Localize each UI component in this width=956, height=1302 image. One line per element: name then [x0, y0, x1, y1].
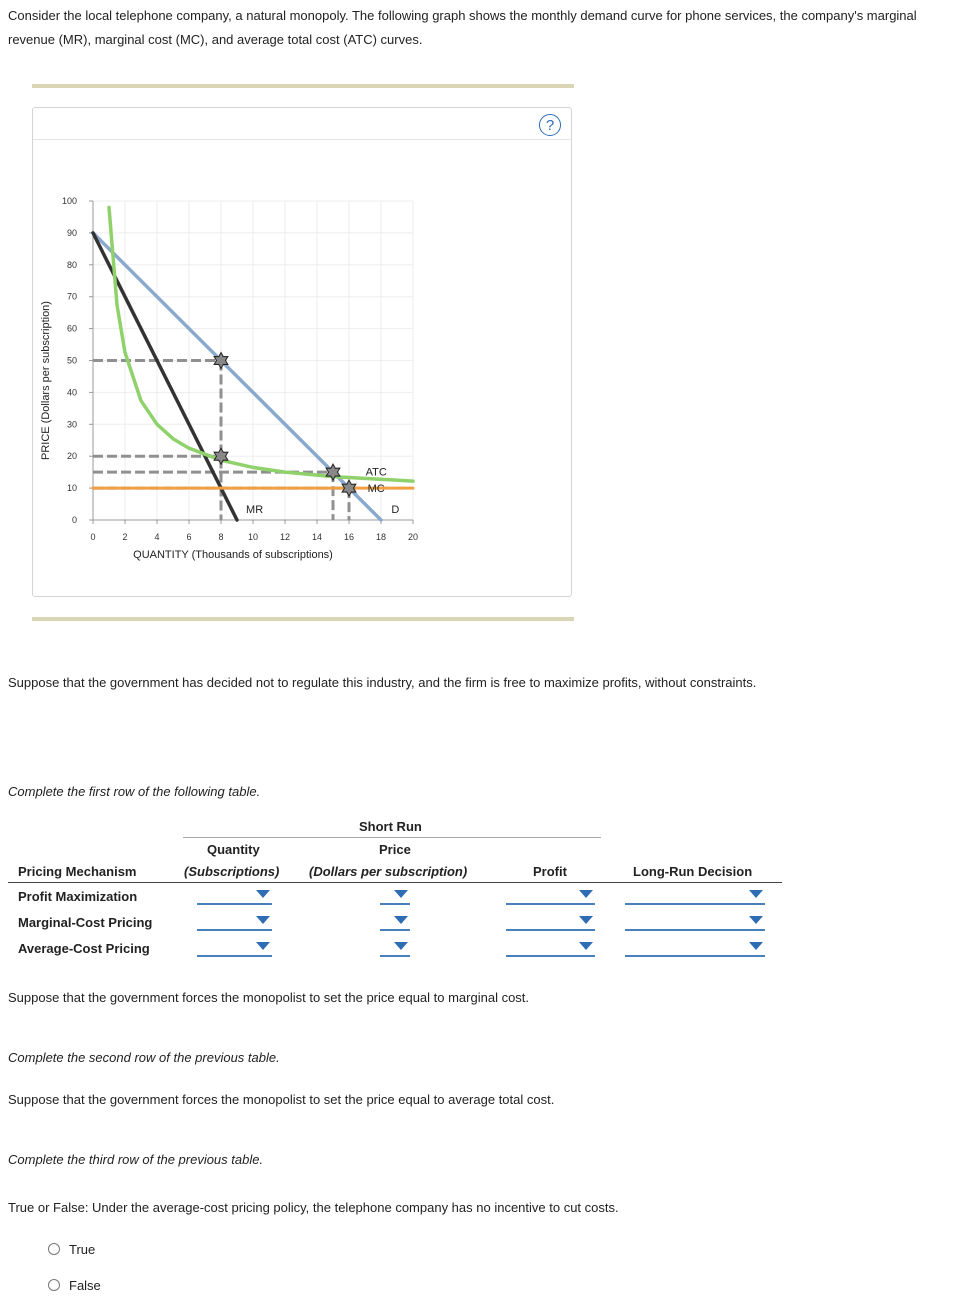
y-tick-label: 90	[66, 227, 77, 238]
series-label-d: D	[391, 503, 400, 516]
x-tick-label: 20	[407, 532, 419, 542]
y-tick-label: 70	[66, 291, 77, 302]
unregulated-text: Suppose that the government has decided not to regulate this industry, and the firm is free to maximize profits, without constraints.	[8, 675, 757, 690]
quantity-header: Quantity	[207, 842, 260, 857]
price-unit: (Dollars per subscription)	[309, 864, 468, 879]
quantity-dropdown-row3[interactable]	[197, 939, 272, 957]
price-dropdown-row3[interactable]	[380, 939, 410, 957]
y-tick-label: 40	[66, 387, 77, 398]
x-tick-label: 0	[90, 532, 96, 542]
chevron-down-icon	[749, 890, 763, 898]
x-tick-label: 16	[343, 532, 355, 542]
chevron-down-icon	[394, 942, 408, 950]
row-label-profit-max: Profit Maximization	[18, 889, 138, 904]
chevron-down-icon	[256, 942, 270, 950]
x-tick-label: 4	[154, 532, 160, 542]
x-tick-label: 12	[279, 532, 291, 542]
chevron-down-icon	[579, 942, 593, 950]
bottom-divider	[32, 617, 574, 621]
series-atc	[109, 207, 413, 481]
x-axis-label: QUANTITY (Thousands of subscriptions)	[133, 549, 333, 561]
true-label: True	[69, 1242, 96, 1257]
x-tick-label: 2	[122, 532, 128, 542]
x-tick-label: 18	[375, 532, 387, 542]
chevron-down-icon	[579, 916, 593, 924]
price-dropdown-row2[interactable]	[380, 913, 410, 931]
x-tick-label: 10	[247, 532, 259, 542]
y-axis-label: PRICE (Dollars per subscription)	[40, 301, 52, 460]
instruction-row2: Complete the second row of the previous table.	[8, 1050, 280, 1065]
row-label-average-cost: Average-Cost Pricing	[18, 941, 150, 956]
quantity-dropdown-row2[interactable]	[197, 913, 272, 931]
y-tick-label: 30	[66, 419, 77, 430]
row-label-marginal-cost: Marginal-Cost Pricing	[18, 915, 153, 930]
y-tick-label: 20	[66, 451, 77, 462]
y-tick-label: 100	[61, 196, 77, 206]
quantity-dropdown-row1[interactable]	[197, 887, 272, 905]
profit-header: Profit	[533, 864, 567, 879]
chevron-down-icon	[256, 916, 270, 924]
true-false-question: True or False: Under the average-cost pricing policy, the telephone company has no incentive to cut costs.	[8, 1200, 619, 1215]
mechanism-header: Pricing Mechanism	[18, 864, 137, 879]
chevron-down-icon	[749, 916, 763, 924]
profit-dropdown-row3[interactable]	[506, 939, 595, 957]
intro-text: Consider the local telephone company, a natural monopoly. The following graph shows the monthly demand curve for phone services, the company's marginal revenue (MR), marginal cost (MC), and average total cost (ATC) curves.	[8, 8, 917, 47]
y-tick-label: 60	[66, 323, 77, 334]
profit-dropdown-row1[interactable]	[506, 887, 595, 905]
x-tick-label: 8	[218, 532, 224, 542]
short-run-underline	[183, 837, 601, 838]
profit-dropdown-row2[interactable]	[506, 913, 595, 931]
true-radio[interactable]	[48, 1243, 60, 1255]
false-radio[interactable]	[48, 1279, 60, 1291]
y-tick-label: 80	[66, 259, 77, 270]
longrun-dropdown-row1[interactable]	[625, 887, 765, 905]
series-label-mr: MR	[246, 503, 264, 516]
question-circle-icon[interactable]: ?	[539, 114, 561, 136]
longrun-dropdown-row2[interactable]	[625, 913, 765, 931]
longrun-header: Long-Run Decision	[633, 864, 753, 879]
marginal-cost-text: Suppose that the government forces the monopolist to set the price equal to marginal cost.	[8, 990, 530, 1005]
graph-panel	[32, 107, 572, 597]
y-tick-label: 50	[66, 355, 77, 366]
x-tick-label: 6	[186, 532, 192, 542]
chevron-down-icon	[256, 890, 270, 898]
average-cost-text: Suppose that the government forces the monopolist to set the price equal to average total cost.	[8, 1092, 555, 1107]
series-label-mc: MC	[367, 483, 385, 496]
false-label: False	[69, 1278, 101, 1293]
quantity-unit: (Subscriptions)	[184, 864, 280, 879]
series-label-atc: ATC	[365, 466, 387, 479]
chevron-down-icon	[394, 916, 408, 924]
short-run-header: Short Run	[359, 819, 422, 834]
instruction-row1: Complete the first row of the following table.	[8, 784, 261, 799]
chevron-down-icon	[394, 890, 408, 898]
chevron-down-icon	[749, 942, 763, 950]
x-tick-label: 14	[311, 532, 323, 542]
chevron-down-icon	[579, 890, 593, 898]
top-divider	[32, 84, 574, 88]
price-dropdown-row1[interactable]	[380, 887, 410, 905]
table-header-rule	[8, 882, 782, 883]
y-tick-label: 0	[71, 515, 77, 525]
chart-svg	[33, 108, 573, 598]
instruction-row3: Complete the third row of the previous table.	[8, 1152, 264, 1167]
longrun-dropdown-row3[interactable]	[625, 939, 765, 957]
price-header: Price	[379, 842, 411, 857]
y-tick-label: 10	[66, 483, 77, 494]
